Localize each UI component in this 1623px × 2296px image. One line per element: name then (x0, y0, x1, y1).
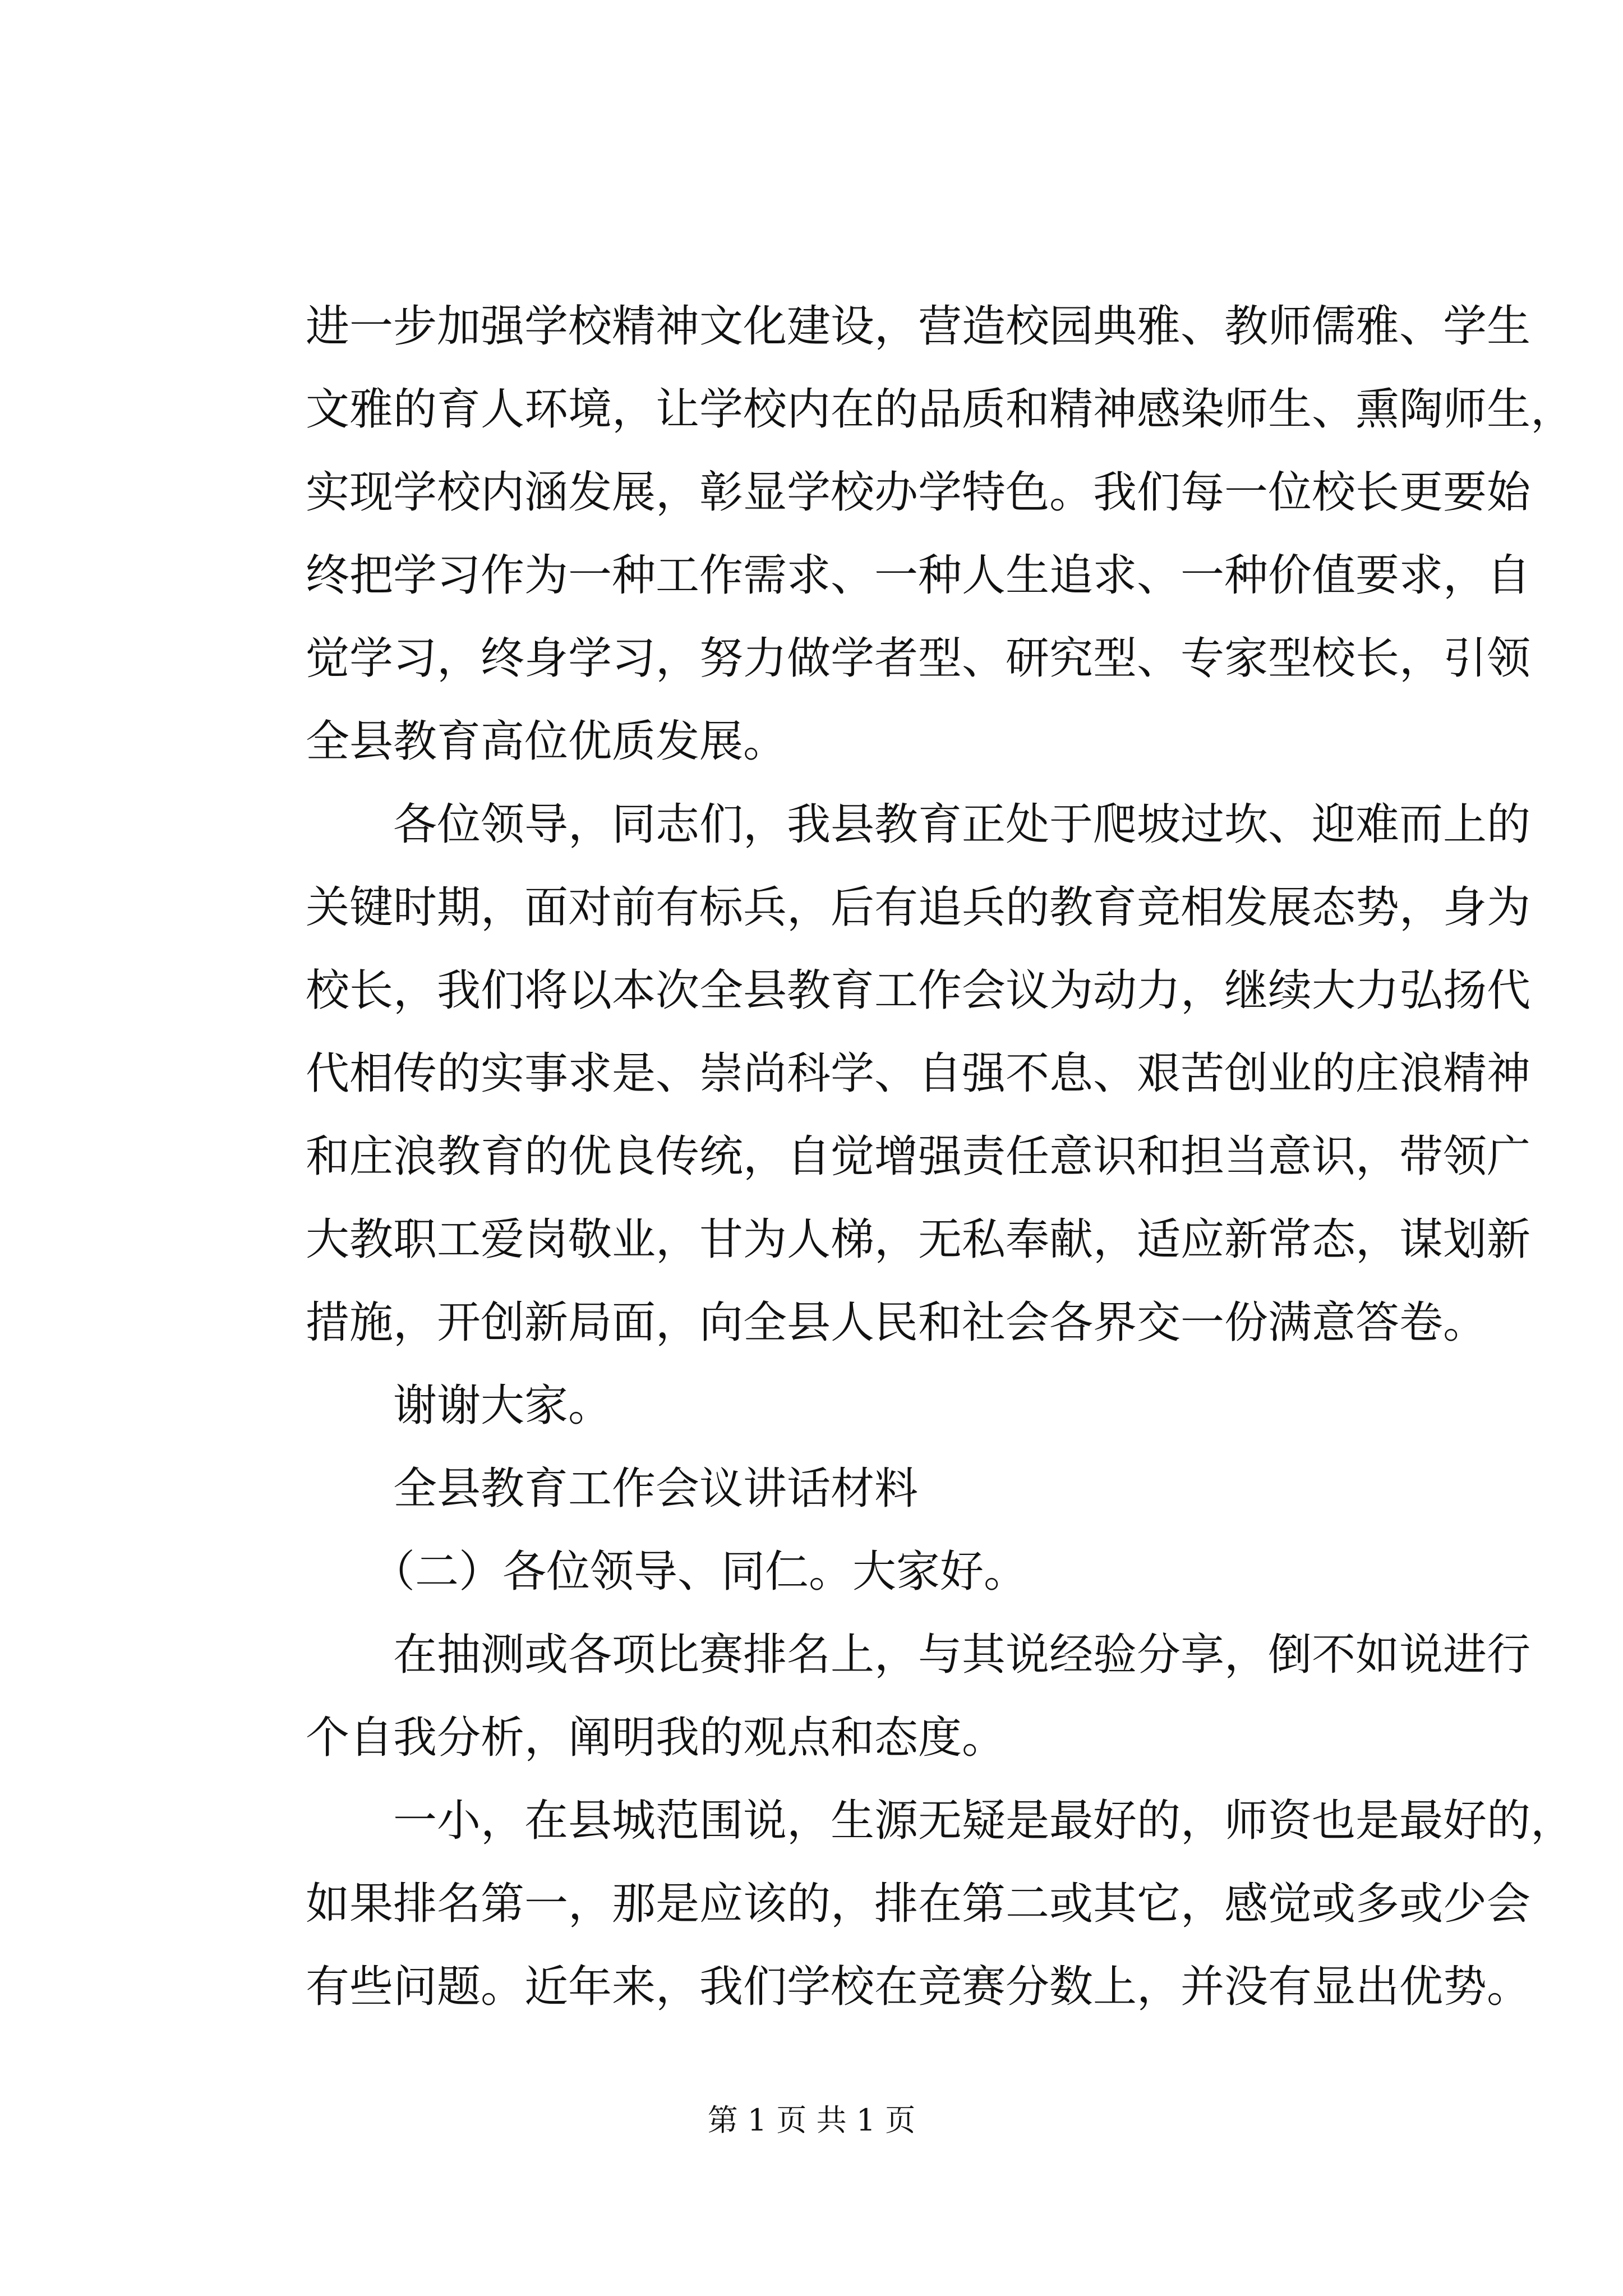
text-line: （二）各位领导、同仁。大家好。 (306, 1547, 1028, 1597)
text-line: 个自我分析，阐明我的观点和态度。 (306, 1713, 1006, 1763)
text-line: 校长，我们将以本次全县教育工作会议为动力，继续大力弘扬代 (306, 965, 1531, 1016)
text-line: 终把学习作为一种工作需求、一种人生追求、一种价值要求，自 (306, 550, 1531, 601)
text-line: 大教职工爱岗敬业，甘为人梯，无私奉献，适应新常态，谋划新 (306, 1214, 1531, 1265)
text-line: 谢谢大家。 (306, 1381, 612, 1431)
text-line: 全县教育工作会议讲话材料 (306, 1464, 919, 1514)
text-line: 觉学习，终身学习，努力做学者型、研究型、专家型校长，引领 (306, 633, 1531, 684)
text-line: 和庄浪教育的优良传统，自觉增强责任意识和担当意识，带领广 (306, 1131, 1531, 1182)
text-line: 代相传的实事求是、崇尚科学、自强不息、艰苦创业的庄浪精神 (306, 1048, 1531, 1099)
text-line: 措施，开创新局面，向全县人民和社会各界交一份满意答卷。 (306, 1297, 1487, 1348)
text-line: 全县教育高位优质发展。 (306, 716, 787, 767)
text-line: 在抽测或各项比赛排名上，与其说经验分享，倒不如说进行 (306, 1630, 1531, 1680)
text-line: 实现学校内涵发展，彰显学校办学特色。我们每一位校长更要始 (306, 467, 1531, 518)
page-footer: 第 1 页 共 1 页 (707, 2102, 916, 2138)
text-line: 进一步加强学校精神文化建设，营造校园典雅、教师儒雅、学生 (306, 301, 1531, 352)
text-line: 各位领导，同志们，我县教育正处于爬坡过坎、迎难而上的 (306, 799, 1531, 850)
text-line: 一小，在县城范围说，生源无疑是最好的，师资也是最好的， (306, 1796, 1575, 1846)
text-line: 关键时期，面对前有标兵，后有追兵的教育竞相发展态势，身为 (306, 882, 1531, 933)
text-line: 如果排名第一，那是应该的，排在第二或其它，感觉或多或少会 (306, 1879, 1531, 1929)
text-line: 文雅的育人环境，让学校内在的品质和精神感染师生、熏陶师生， (306, 384, 1575, 435)
text-line: 有些问题。近年来，我们学校在竞赛分数上，并没有显出优势。 (306, 1962, 1531, 2012)
body-text (306, 285, 1575, 2028)
